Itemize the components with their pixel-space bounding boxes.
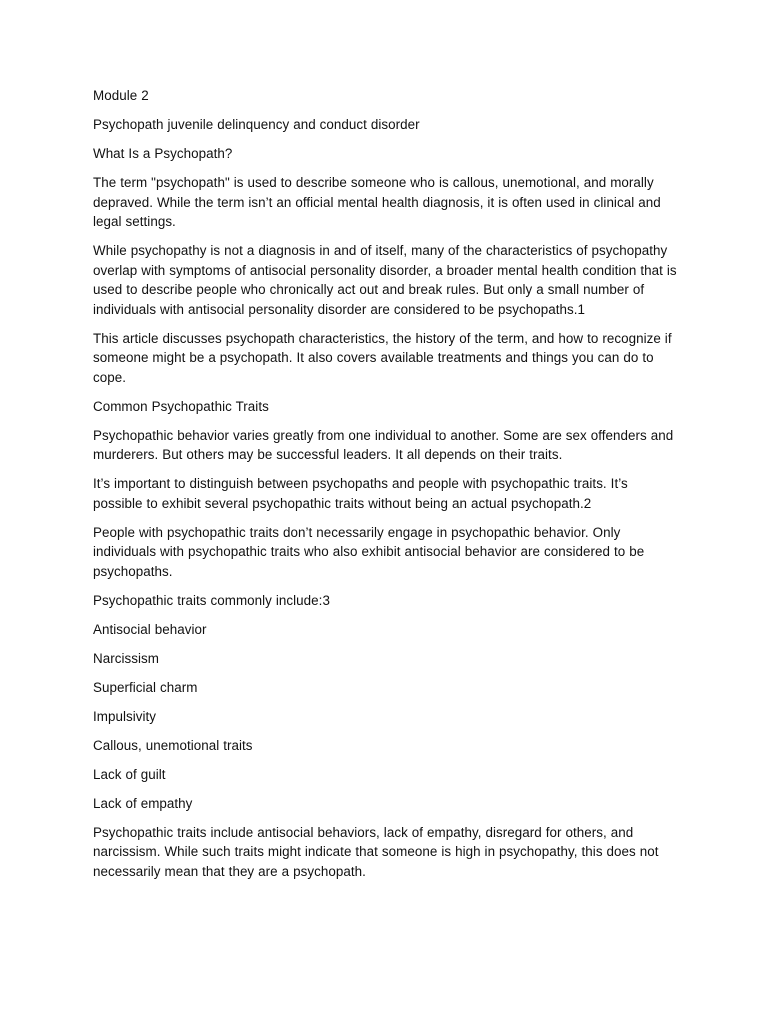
paragraph-distinguish: It’s important to distinguish between psychopaths and people with psychopathic traits. It’s possible to exhibit several psychopathic traits without being an actual psychopath.2 xyxy=(93,476,628,511)
trait-item: Superficial charm xyxy=(93,679,198,695)
section-heading-traits: Common Psychopathic Traits xyxy=(93,398,269,414)
trait-item: Impulsivity xyxy=(93,708,157,724)
trait-item: Callous, unemotional traits xyxy=(93,737,253,753)
trait-item: Narcissism xyxy=(93,650,159,666)
document-title: Psychopath juvenile delinquency and conduct disorder xyxy=(93,117,420,132)
paragraph-article-overview: This article discusses psychopath characteristics, the history of the term, and how to recognize if someone might be a psychopath. It also covers available treatments and things you can do to cope. xyxy=(93,330,672,385)
paragraph-engage: People with psychopathic traits don’t necessarily engage in psychopathic behavior. Only individuals with psychopathic traits who also exhibit antisocial behavior are considered to be psychopaths. xyxy=(93,524,645,579)
traits-intro: Psychopathic traits commonly include:3 xyxy=(93,592,330,608)
trait-item: Antisocial behavior xyxy=(93,621,207,637)
paragraph-summary: Psychopathic traits include antisocial behaviors, lack of empathy, disregard for others, and narcissism. While such traits might indicate that someone is high in psychopathy, this does not necessarily mean that they are a psychopath. xyxy=(93,824,659,879)
document-body xyxy=(93,86,678,891)
trait-item: Lack of guilt xyxy=(93,766,166,782)
paragraph-overlap: While psychopathy is not a diagnosis in and of itself, many of the characteristics of psychopathy overlap with symptoms of antisocial personality disorder, a broader mental health condition that is used to describe people who chronically act out and break rules. But only a small number of individuals with antisocial personality disorder are considered to be psychopaths.1 xyxy=(93,243,677,317)
paragraph-definition: The term "psychopath" is used to describe someone who is callous, unemotional, and morally depraved. While the term isn’t an official mental health diagnosis, it is often used in clinical and legal settings. xyxy=(93,175,661,229)
paragraph-behavior: Psychopathic behavior varies greatly from one individual to another. Some are sex offenders and murderers. But others may be successful leaders. It all depends on their traits. xyxy=(93,427,674,462)
section-heading-what-is: What Is a Psychopath? xyxy=(93,146,233,161)
trait-item: Lack of empathy xyxy=(93,795,193,811)
module-heading: Module 2 xyxy=(93,88,149,103)
